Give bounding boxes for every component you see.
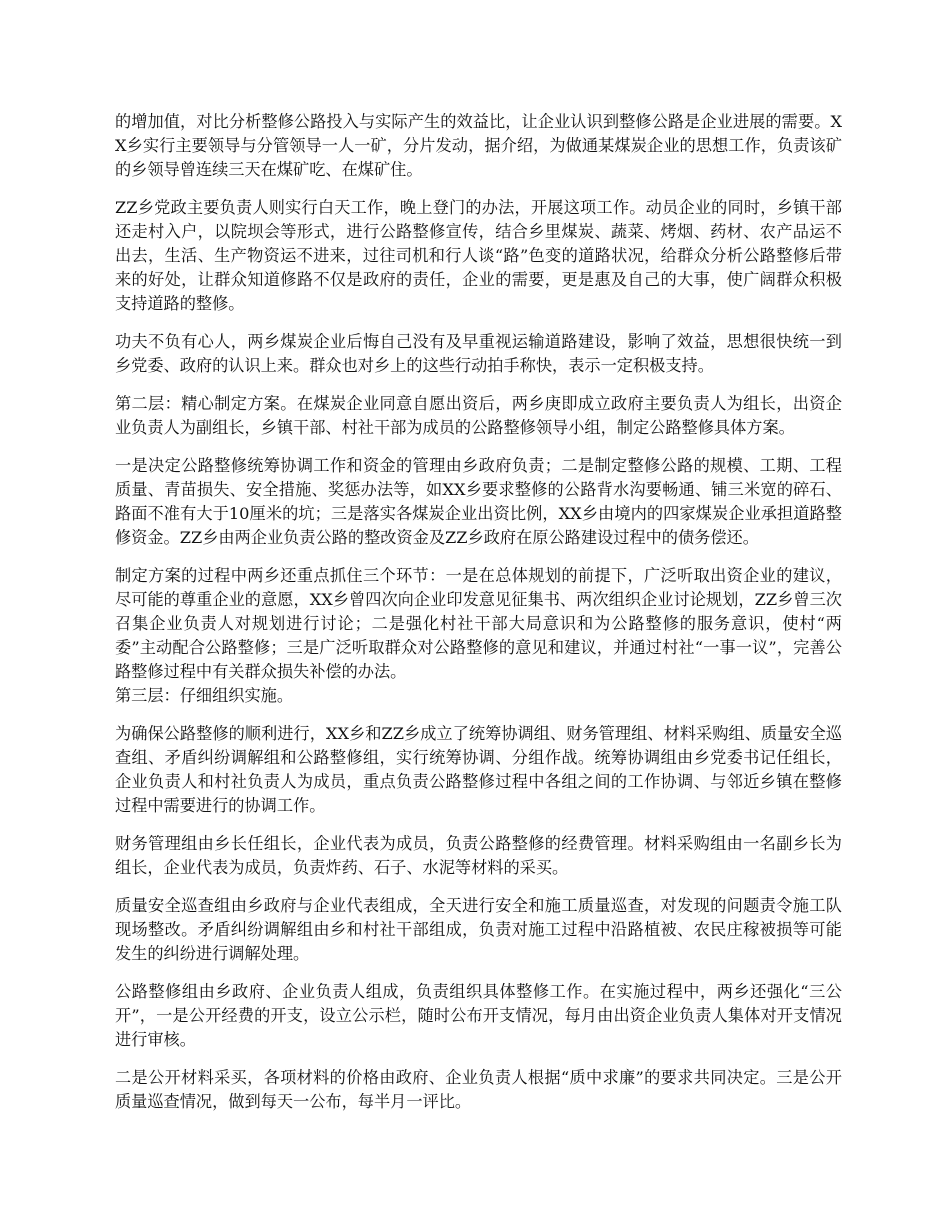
- paragraph-9: 质量安全巡查组由乡政府与企业代表组成，全天进行安全和施工质量巡查，对发现的问题责令施工队现场整改。矛盾纠纷调解组由乡和村社干部组成，负责对施工过程中沿路植被、农民庄稼被损等可能发生的纠纷进行调解处理。: [115, 896, 842, 963]
- paragraph-2: ZZ乡党政主要负责人则实行白天工作，晚上登门的办法，开展这项工作。动员企业的同时，乡镇干部还走村入户，以院坝会等形式，进行公路整修宣传，结合乡里煤炭、蔬菜、烤烟、药材、农产品运不出去，生活、生产物资运不进来，过往司机和行人谈“路”色变的道路状况，给群众分析公路整修后带来的好处，让群众知道修路不仅是政府的责任，企业的需要，更是惠及自己的大事，使广阔群众积极支持道路的整修。: [115, 198, 842, 313]
- document-body: [115, 110, 842, 1128]
- paragraph-6: 制定方案的过程中两乡还重点抓住三个环节：一是在总体规划的前提下，广泛听取出资企业的建议，尽可能的尊重企业的意愿，XX乡曾四次向企业印发意见征集书、两次组织企业讨论规划，ZZ乡曾三次召集企业负责人对规划进行讨论；二是强化村社干部大局意识和为公路整修的服务意识，使村“两委”主动配合公路整修；三是广泛听取群众对公路整修的意见和建议，并通过村社“一事一议”，完善公路整修过程中有关群众损失补偿的办法。: [115, 566, 842, 681]
- paragraph-8: 财务管理组由乡长任组长，企业代表为成员，负责公路整修的经费管理。材料采购组由一名副乡长为组长，企业代表为成员，负责炸药、石子、水泥等材料的采买。: [115, 834, 842, 877]
- paragraph-11: 二是公开材料采买，各项材料的价格由政府、企业负责人根据“质中求廉”的要求共同决定。三是公开质量巡查情况，做到每天一公布，每半月一评比。: [115, 1068, 842, 1111]
- paragraph-10: 公路整修组由乡政府、企业负责人组成，负责组织具体整修工作。在实施过程中，两乡还强化“三公开”，一是公开经费的开支，设立公示栏，随时公布开支情况，每月由出资企业负责人集体对开支情况进行审核。: [115, 982, 842, 1049]
- paragraph-5: 一是决定公路整修统筹协调工作和资金的管理由乡政府负责；二是制定整修公路的规模、工期、工程质量、青苗损失、安全措施、奖惩办法等，如XX乡要求整修的公路背水沟要畅通、铺三米宽的碎石、路面不准有大于10厘米的坑；三是落实各煤炭企业出资比例，XX乡由境内的四家煤炭企业承担道路整修资金。ZZ乡由两企业负责公路的整改资金及ZZ乡政府在原公路建设过程中的债务偿还。: [115, 456, 842, 547]
- section-heading-3: 第三层：仔细组织实施。: [115, 686, 294, 705]
- paragraph-3: 功夫不负有心人，两乡煤炭企业后悔自己没有及早重视运输道路建设，影响了效益，思想很快统一到乡党委、政府的认识上来。群众也对乡上的这些行动拍手称快，表示一定积极支持。: [115, 332, 842, 375]
- paragraph-4: 第二层：精心制定方案。在煤炭企业同意自愿出资后，两乡庚即成立政府主要负责人为组长，出资企业负责人为副组长，乡镇干部、村社干部为成员的公路整修领导小组，制定公路整修具体方案。: [115, 394, 842, 437]
- paragraph-7: 为确保公路整修的顺利进行，XX乡和ZZ乡成立了统筹协调组、财务管理组、材料采购组、质量安全巡查组、矛盾纠纷调解组和公路整修组，实行统筹协调、分组作战。统筹协调组由乡党委书记任组长，企业负责人和村社负责人为成员，重点负责公路整修过程中各组之间的工作协调、与邻近乡镇在整修过程中需要进行的协调工作。: [115, 724, 842, 815]
- paragraph-1: 的增加值，对比分析整修公路投入与实际产生的效益比，让企业认识到整修公路是企业进展的需要。XX乡实行主要领导与分管领导一人一矿，分片发动，据介绍，为做通某煤炭企业的思想工作，负责该矿的乡领导曾连续三天在煤矿吃、在煤矿住。: [115, 112, 842, 179]
